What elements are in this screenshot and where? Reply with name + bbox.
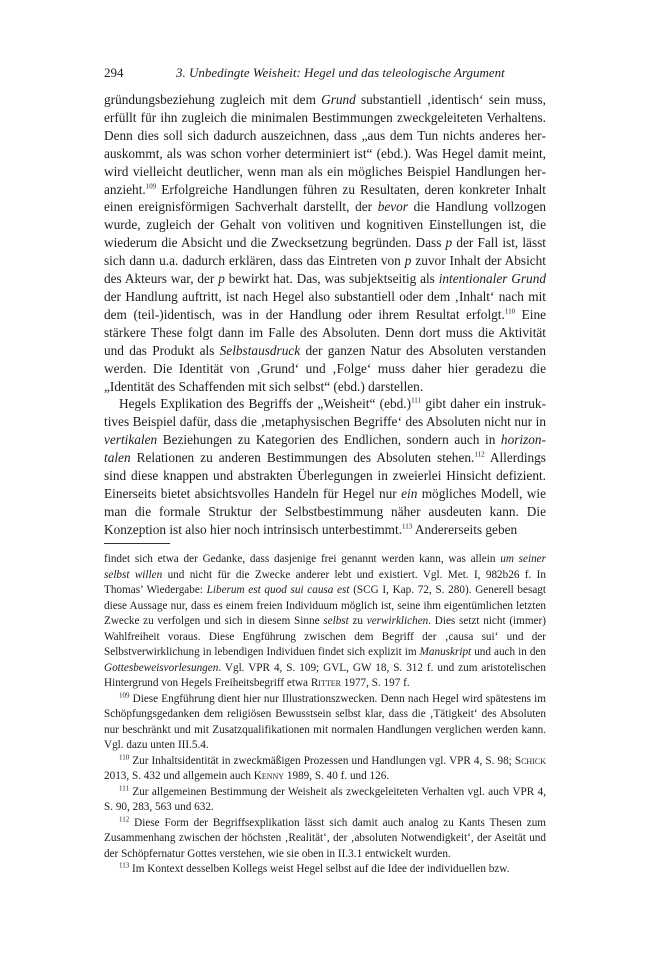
main-text [104,91,546,539]
page-number: 294 [104,65,124,80]
footnote-number: 110 [119,752,130,761]
emphasis: bevor [377,199,408,215]
emphasis: Selbstausdruck [219,342,301,358]
text-run: findet sich etwa der Gedanke, dass dasjenige frei genannt werden kann, was allein [104,553,501,565]
footnote-ref-109[interactable]: 109 [145,182,157,191]
running-title: 3. Unbedingte Weisheit: Hegel und das teleologische Argument [176,65,505,80]
text-run: Diese Engführung dient hier nur Illustrationszwecken. Denn nach Hegel wird spätestens im Schöpfungsgedanken dem religiösen Bewusstsein selbst klar, dass die ‚Tätigkeit‘ des Absoluten nur beschränkt und mit Zusatzqualifikationen mit normalen Handlungen verglichen werden kann. Vgl. dazu unten III.5.4. [104,692,546,751]
text-run: Allerdings sind diese knappen und abstrakten Überlegungen in zweierlei Hinsicht defizient. Einerseits bietet absichtsvolles Handeln für Hegel nur [104,450,546,501]
text-run: der Handlung auftritt, ist nach Hegel also substantiell oder dem ‚Inhalt‘ nach mit dem (teil-)identisch, was in der Handlung oder ihrem Resultat erfolgt. [104,288,546,322]
text-run: und auch in den [471,646,546,658]
emphasis: Liberum est quod sui causa est [206,584,350,596]
footnote-number: 109 [119,690,130,699]
author-name: Ritter [310,677,341,689]
text-run: 1989, S. 40 f. und 126. [284,770,390,782]
footnote-ref-113[interactable]: 113 [402,522,413,531]
text-run: Andererseits geben [412,521,518,537]
footnote-110 [104,754,546,785]
emphasis: Grund [321,92,356,107]
emphasis: Gottesbeweisvorlesungen [104,661,219,674]
text-run: die Handlung vollzogen wurde, zugleich der Gehalt von volitiven und kognitiven Einstellungen ist, die wiederum die Absicht und die Zwecksetzung begründen. Dass [104,199,547,251]
text-run: Beziehungen zu Kategorien des Endlichen, sondern auch in [157,432,501,448]
emphasis: p [218,271,225,287]
emphasis: selbst [323,615,349,627]
emphasis: verwirklichen [366,615,429,627]
text-run: . Dies setzt nicht (immer) Wahlfreiheit voraus. Diese Engführung zwischen dem Begriff der ‚causa sui‘ und der Selbstverwirklichung in lebendigen Individuen findet sich explizit im [104,615,546,658]
emphasis: p [445,235,453,251]
footnote-ref-111[interactable]: 111 [411,396,422,405]
author-name: Schick [514,754,546,767]
text-run: (SCG I, Kap. 72, S. 280). Generell besagt diese Aussage nur, dass es einem freien Individuum möglich ist, seine ihm eigentümlichen letzten Zwecke zu verfolgen und sich in diesem Sinne [104,584,546,627]
text-run: Hegels Explikation des Begriffs der „Weisheit“ (ebd.) [119,396,412,412]
paragraph-2 [104,395,546,538]
emphasis: vertikalen [104,432,158,448]
footnote-number: 111 [119,783,129,792]
emphasis: p [404,253,412,269]
footnote-ref-112[interactable]: 112 [474,450,485,459]
footnote-112 [104,816,546,863]
text-run: Zur allgemeinen Bestimmung der Weisheit als zweckgeleiteten Verhalten vgl. auch VPR 4, S. 90, 283, 563 und 632. [104,785,546,813]
footnote-number: 112 [119,814,130,823]
text-run: und nicht für die Zwecke anderer lebt und existiert. Vgl. Met. I, 982b26 f. In Thomas’ Wiedergabe: [104,568,546,596]
emphasis: horizontalen [104,432,546,466]
footnote-111 [104,785,546,816]
text-run: Eine stärkere These folgt dann im Falle des Absoluten. Denn dort muss die Aktivität und das Produkt als [104,306,546,358]
text-run: Diese Form der Begriffsexplikation lässt sich damit auch analog zu Kants Thesen zum Zusammenhang zwischen der höchsten ‚Realität‘, der ‚absoluten Notwendigkeit‘, der Aseität und der Schöpfernatur Gottes verstehen, wie sie oben in II.3.1 entwickelt wurden. [104,816,546,860]
emphasis: ein [401,485,418,501]
text-run: bewirkt hat. Das, was subjektseitig als [224,271,439,287]
footnotes [104,552,546,878]
text-run: mögliches Modell, wie man die formale Struktur der Selbstbestimmung näher ausdeuten kann. Die Konzeption ist also hier noch intrinsisch unterbestimmt. [104,485,546,537]
emphasis: Manuskript [419,646,472,658]
text-run: . Vgl. VPR 4, S. 109; GVL, GW 18, S. 312 f. und zum aristotelischen Hintergrund von Hegels Freiheitsbegriff etwa [104,661,546,689]
footnote-continued [104,552,546,692]
text-run: der Fall ist, lässt sich dann u.a. dadurch erklären, dass das Eintreten von [104,235,546,269]
text-run: Im Kontext desselben Kollegs weist Hegel selbst auf die Idee der individuellen bzw. [129,863,510,875]
text-run: Relationen zu anderen Bestimmungen des Absoluten stehen. [130,450,475,466]
footnote-ref-110[interactable]: 110 [504,307,516,316]
text-run: 2013, S. 432 und allgemein auch [104,770,254,782]
paragraph-1 [104,91,546,395]
footnote-number: 113 [119,861,130,870]
text-run: 1977, S. 197 f. [340,677,410,689]
text-run: Erfolgreiche Handlungen führen zu Resultaten, deren konkreter Inhalt einen ereignisförmigen Sachverhalt darstellt, der [104,181,546,215]
text-run: der ganzen Natur des Absoluten verstanden werden. Die Identität von ‚Grund‘ und ‚Folge‘ muss daher hier geradezu die „Identität des Schaffenden mit sich selbst“ (ebd.) darstellen. [104,342,546,394]
text-run: gründungsbeziehung zugleich mit dem [104,92,322,107]
text-run: Zur Inhaltsidentität in zweckmäßigen Prozessen und Handlungen vgl. VPR 4, S. 98; [129,754,515,767]
text-run: substantiell ‚identisch‘ sein muss, erfüllt für ihn zugleich die minimalen Bestimmungen zweckgeleiteten Verhaltens. Denn dies soll sich dadurch auszeichnen, dass „aus dem Tun nichts anderes herauskommt, als was schon vorher determiniert ist“ (ebd.). Was Hegel damit meint, wird vielleicht deutlicher, wenn man als ein mögliches Beispiel Handlungen heranzieht. [104,92,546,197]
text-run: zuvor Inhalt der Absicht des Akteurs war, der [104,253,547,287]
text-run: zu [348,615,367,627]
author-name: Kenny [253,770,285,782]
emphasis: intentionaler Grund [438,271,546,287]
emphasis: um seiner selbst willen [104,553,546,581]
footnote-109 [104,692,546,754]
text-run: gibt daher ein instruktives Beispiel dafür, dass die ‚metaphysischen Begriffe‘ des Absoluten nicht nur in [104,396,546,430]
footnote-113 [104,862,546,878]
footnote-separator [104,543,170,544]
